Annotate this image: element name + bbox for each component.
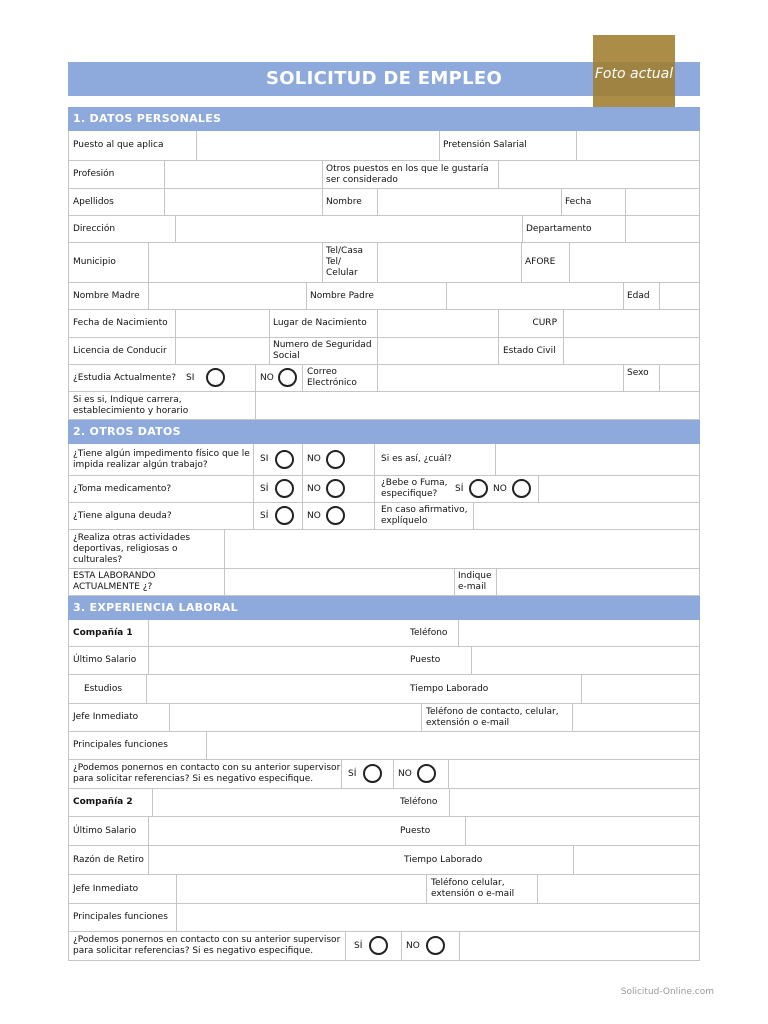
field-cual[interactable] [496, 444, 701, 475]
label-impedimento-no: NO [307, 454, 321, 464]
label-contacto1-no: NO [398, 768, 412, 779]
photo-label: Foto actual [594, 66, 674, 82]
label-nombre-madre: Nombre Madre [73, 290, 140, 301]
label-sexo: Sexo [627, 368, 649, 378]
field-fecha-nacimiento[interactable] [176, 310, 269, 337]
field-nombre-padre[interactable] [447, 283, 623, 309]
radio-impedimento-si[interactable] [275, 450, 294, 469]
radio-deuda-no[interactable] [326, 506, 345, 525]
row-funciones2 [68, 904, 700, 932]
field-contacto1[interactable] [449, 760, 701, 788]
field-direccion[interactable] [176, 216, 522, 242]
label-cual: Si es así, ¿cuál? [381, 454, 452, 464]
row-salario1 [68, 647, 700, 675]
label-funciones1: Principales funciones [73, 740, 168, 750]
label-telefono1: Teléfono [410, 627, 448, 638]
radio-contacto2-si[interactable] [369, 936, 388, 955]
radio-estudia-si[interactable] [206, 368, 225, 387]
label-nombre: Nombre [326, 196, 362, 207]
field-estudios1[interactable] [147, 675, 405, 703]
label-ultimo-salario1: Último Salario [73, 655, 137, 665]
field-puesto[interactable] [197, 131, 439, 160]
field-fecha[interactable] [626, 189, 701, 215]
field-correo[interactable] [378, 365, 623, 391]
label-ultimo-salario2: Último Salario [73, 825, 137, 836]
label-nombre-padre: Nombre Padre [310, 290, 374, 301]
field-contacto2[interactable] [460, 932, 701, 960]
row-funciones1 [68, 732, 700, 760]
row-contacto2 [68, 932, 700, 961]
row-profesion [68, 161, 700, 189]
row-puesto [68, 131, 700, 161]
field-apellidos[interactable] [165, 189, 322, 215]
radio-contacto1-no[interactable] [417, 764, 436, 783]
row-impedimento [68, 444, 700, 476]
field-departamento[interactable] [626, 216, 701, 242]
label-correo: Correo Electrónico [307, 367, 357, 388]
field-compania1[interactable] [149, 620, 405, 646]
field-caso-afirmativo[interactable] [474, 503, 701, 529]
field-edad[interactable] [660, 283, 701, 309]
label-estado-civil: Estado Civil [503, 345, 556, 356]
field-seguro-social[interactable] [378, 338, 498, 364]
field-profesion[interactable] [165, 161, 322, 188]
row-estudios1 [68, 675, 700, 704]
field-actividades[interactable] [225, 530, 701, 568]
label-deuda-si: SÍ [260, 510, 269, 521]
field-jefe2[interactable] [177, 875, 426, 903]
row-jefe2 [68, 875, 700, 904]
label-funciones2: Principales funciones [73, 912, 168, 922]
label-indique-carrera: Si es si, Indique carrera, establecimiento y horario [73, 394, 189, 416]
row-compania1 [68, 620, 700, 647]
label-telefono2: Teléfono [400, 797, 438, 807]
label-tel-casa: Tel/Casa [326, 246, 364, 256]
field-licencia[interactable] [176, 338, 269, 364]
field-tiempo1[interactable] [582, 675, 701, 703]
label-estudia: ¿Estudia Actualmente? [73, 372, 177, 383]
label-fecha: Fecha [565, 196, 592, 207]
label-lugar-nacimiento: Lugar de Nacimiento [273, 318, 367, 328]
label-razon-retiro2: Razón de Retiro [73, 854, 144, 865]
label-municipio: Municipio [73, 257, 116, 267]
label-medicamento-si: SÍ [260, 483, 269, 494]
label-departamento: Departamento [526, 223, 592, 234]
radio-medicamento-no[interactable] [326, 479, 345, 498]
field-ultimo-salario2[interactable] [149, 817, 395, 845]
label-pretension: Pretensión Salarial [443, 140, 527, 150]
label-compania2: Compañía 2 [73, 797, 133, 807]
radio-estudia-no[interactable] [278, 368, 297, 387]
row-licencia [68, 338, 700, 365]
label-tiempo2: Tiempo Laborado [404, 854, 483, 865]
label-estudia-si: SI [186, 372, 195, 383]
label-bebe: ¿Bebe o Fuma, especifique? [381, 478, 448, 499]
label-actividades: ¿Realiza otras actividades deportivas, religiosas o culturales? [73, 532, 191, 565]
field-tel-contacto1[interactable] [573, 704, 701, 731]
row-laborando [68, 569, 700, 596]
label-bebe-no: NO [493, 483, 507, 494]
field-curp[interactable] [564, 310, 701, 337]
page-title: SOLICITUD DE EMPLEO [265, 68, 503, 89]
field-puesto2[interactable] [466, 817, 701, 845]
label-tiempo1: Tiempo Laborado [410, 683, 489, 694]
label-celular: Celular [326, 268, 358, 278]
row-nacimiento [68, 310, 700, 338]
field-pretension[interactable] [577, 131, 701, 160]
section-otros-header: 2. OTROS DATOS [68, 420, 700, 444]
row-municipio [68, 243, 700, 283]
field-telefono1[interactable] [459, 620, 701, 646]
label-afore: AFORE [525, 257, 556, 267]
label-puesto1: Puesto [410, 655, 441, 665]
label-contacto1-si: SÍ [348, 768, 357, 779]
label-contacto2-no: NO [406, 940, 420, 951]
field-razon-retiro2[interactable] [149, 846, 399, 874]
row-compania2 [68, 789, 700, 817]
label-bebe-si: SÍ [455, 483, 464, 494]
field-puesto1[interactable] [472, 647, 701, 674]
label-puesto: Puesto al que aplica [73, 140, 164, 150]
label-deuda: ¿Tiene alguna deuda? [73, 510, 172, 521]
label-impedimento: ¿Tiene algún impedimento físico que le impida realizar algún trabajo? [73, 448, 250, 470]
label-estudia-no: NO [260, 372, 274, 383]
label-jefe2: Jefe Inmediato [73, 883, 139, 894]
field-funciones2[interactable] [177, 904, 701, 931]
radio-bebe-si[interactable] [469, 479, 488, 498]
row-direccion [68, 216, 700, 243]
field-lugar-nacimiento[interactable] [378, 310, 498, 337]
row-estudia [68, 365, 700, 392]
label-fecha-nacimiento: Fecha de Nacimiento [73, 318, 168, 328]
row-salario2 [68, 817, 700, 846]
label-jefe1: Jefe Inmediato [73, 712, 139, 722]
label-seguro-social: Numero de Seguridad Social [273, 340, 372, 361]
field-funciones1[interactable] [207, 732, 701, 759]
radio-bebe-no[interactable] [512, 479, 531, 498]
section-experiencia-header: 3. EXPERIENCIA LABORAL [68, 596, 700, 620]
label-tel-celular2: Teléfono celular, extensión o e-mail [431, 878, 515, 899]
label-estudios1: Estudios [84, 683, 123, 694]
label-compania1: Compañía 1 [73, 627, 133, 638]
field-compania2[interactable] [153, 789, 395, 816]
label-otros-puestos: Otros puestos en los que le gustaría ser considerado [326, 163, 489, 185]
radio-contacto2-no[interactable] [426, 936, 445, 955]
label-puesto2: Puesto [400, 825, 431, 836]
label-licencia: Licencia de Conducir [73, 345, 167, 356]
field-bebe[interactable] [539, 476, 701, 502]
label-contacto1: ¿Podemos ponernos en contacto con su anterior supervisor para solicitar referencias? Si es negativo especifique. [73, 763, 341, 784]
field-nombre-madre[interactable] [149, 283, 306, 309]
label-telefonos [322, 243, 377, 282]
field-tel-celular2[interactable] [538, 875, 701, 903]
radio-impedimento-no[interactable] [326, 450, 345, 469]
label-profesion: Profesión [73, 169, 115, 179]
radio-medicamento-si[interactable] [275, 479, 294, 498]
row-jefe1 [68, 704, 700, 732]
row-actividades [68, 530, 700, 569]
row-medicamento [68, 476, 700, 503]
label-tel: Tel/ [326, 257, 342, 267]
label-contacto2: ¿Podemos ponernos en contacto con su anterior supervisor para solicitar referencias? Si es negativo especifique. [73, 935, 341, 956]
field-tiempo2[interactable] [574, 846, 701, 874]
row-deuda [68, 503, 700, 530]
row-retiro2 [68, 846, 700, 875]
radio-deuda-si[interactable] [275, 506, 294, 525]
label-apellidos: Apellidos [73, 196, 114, 207]
field-afore[interactable] [570, 243, 701, 282]
label-tel-contacto1: Teléfono de contacto, celular, extensión o e-mail [426, 706, 559, 728]
field-email[interactable] [497, 569, 701, 595]
label-medicamento-no: NO [307, 483, 321, 494]
section-personal-header: 1. DATOS PERSONALES [68, 107, 700, 131]
field-telefonos[interactable] [378, 243, 521, 282]
row-carrera [68, 392, 700, 420]
label-laborando: ESTA LABORANDO ACTUALMENTE ¿? [73, 571, 156, 592]
label-direccion: Dirección [73, 223, 116, 234]
row-padres [68, 283, 700, 310]
label-caso-afirmativo: En caso afirmativo, explíquelo [381, 505, 468, 526]
field-estado-civil[interactable] [564, 338, 701, 364]
field-nombre[interactable] [378, 189, 561, 215]
field-ultimo-salario1[interactable] [149, 647, 405, 674]
field-jefe1[interactable] [170, 704, 421, 731]
footer-watermark: Solicitud-Online.com [620, 987, 714, 997]
row-contacto1 [68, 760, 700, 789]
radio-contacto1-si[interactable] [363, 764, 382, 783]
label-deuda-no: NO [307, 510, 321, 521]
label-indique-email: Indique e-mail [458, 571, 492, 592]
label-medicamento: ¿Toma medicamento? [73, 483, 172, 494]
row-apellidos [68, 189, 700, 216]
field-laborando[interactable] [225, 569, 454, 595]
field-otros-puestos[interactable] [499, 161, 701, 188]
field-telefono2[interactable] [450, 789, 701, 816]
label-contacto2-si: SÍ [354, 940, 363, 951]
field-municipio[interactable] [149, 243, 322, 282]
field-sexo[interactable] [660, 365, 701, 391]
label-curp: CURP [532, 318, 557, 328]
field-carrera[interactable] [256, 392, 701, 419]
label-impedimento-si: SI [260, 454, 269, 464]
label-edad: Edad [627, 290, 650, 301]
